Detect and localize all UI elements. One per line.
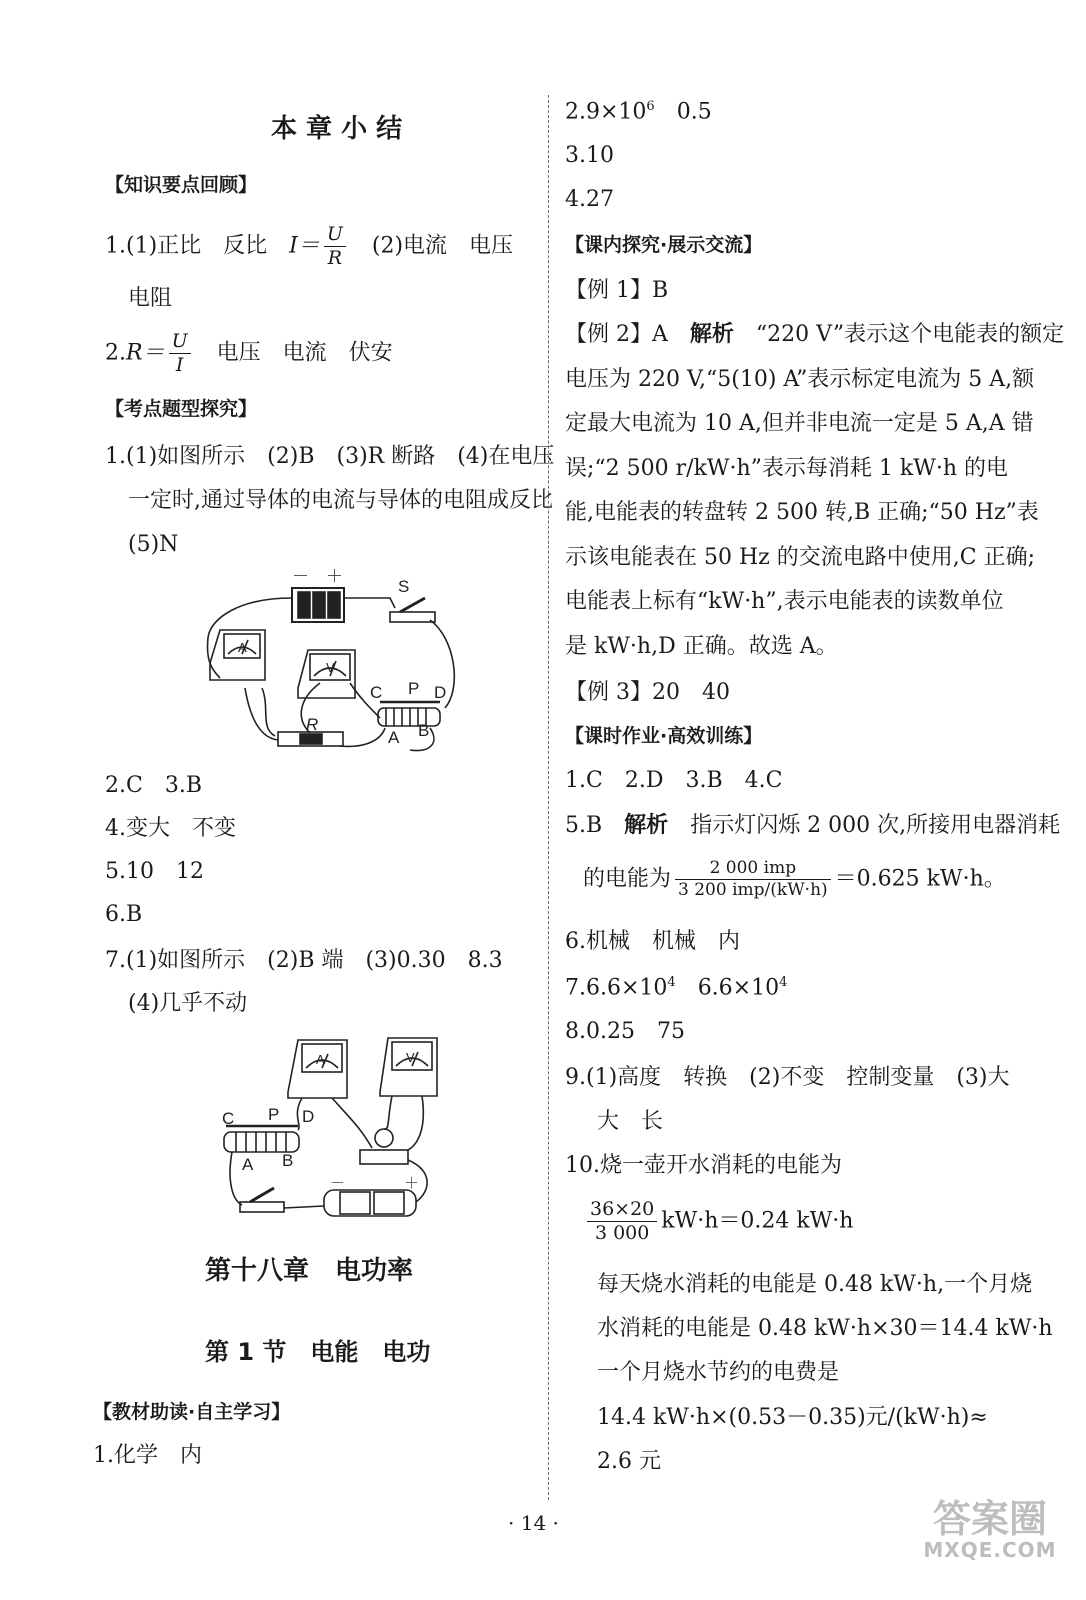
answer-3: 3.10 xyxy=(565,143,614,168)
wire xyxy=(208,598,293,678)
slider-p-label: P xyxy=(268,1105,280,1124)
example-2-line4: 误;“2 500 r/kW·h”表示每消耗 1 kW·h 的电 xyxy=(565,456,1008,481)
homework-q5-result: ＝0.625 kW·h。 xyxy=(834,866,1006,892)
section-class-exploration: 【课内探究·展示交流】 xyxy=(565,234,763,256)
terminal-b-label: B xyxy=(418,721,430,740)
review-item-1-text-b: (2)电流 电压 xyxy=(349,233,514,259)
homework-q9-line1: 9.(1)高度 转换 (2)不变 控制变量 (3)大 xyxy=(565,1065,1010,1090)
example-2-line8: 是 kW·h,D 正确。故选 A。 xyxy=(565,634,838,659)
battery-cell xyxy=(313,592,325,618)
homework-q10-line1: 10.烧一壶开水消耗的电能为 xyxy=(565,1153,842,1178)
terminal-a-label: A xyxy=(242,1155,254,1174)
wire xyxy=(284,1206,324,1208)
battery-cell xyxy=(328,592,340,618)
ammeter-label: A xyxy=(316,1052,325,1067)
summary-title: 本 章 小 结 xyxy=(271,114,403,144)
example-2-answer: 【例 2】A xyxy=(565,322,690,347)
lamp-base xyxy=(360,1150,408,1164)
example-2-line2: 电压为 220 V,“5(10) A”表示标定电流为 5 A,额 xyxy=(565,367,1035,392)
fraction-numerator: U xyxy=(169,332,191,354)
watermark-logo xyxy=(905,1497,1075,1590)
reading-q1: 1.化学 内 xyxy=(93,1443,202,1468)
fraction-energy xyxy=(675,860,831,899)
battery-minus-label: － xyxy=(330,1175,346,1192)
wire xyxy=(245,688,278,740)
exam-q4: 4.变大 不变 xyxy=(105,816,236,841)
homework-q5-line2 xyxy=(583,860,1006,899)
homework-q7 xyxy=(565,976,787,999)
homework-q10-line7: 2.6 元 xyxy=(597,1449,661,1474)
homework-q10-line6: 14.4 kW·h×(0.53－0.35)元/(kW·h)≈ xyxy=(597,1405,988,1430)
homework-q10-result: kW·h＝0.24 kW·h xyxy=(661,1208,854,1234)
example-2-line5: 能,电能表的转盘转 2 500 转,B 正确;“50 Hz”表 xyxy=(565,500,1039,525)
review-item-2-num: 2. xyxy=(105,340,126,366)
review-item-2 xyxy=(105,332,393,375)
watermark-url: MXQE.COM xyxy=(923,1538,1057,1562)
fraction-kettle xyxy=(587,1200,657,1243)
example-2-line7: 电能表上标有“kW·h”,表示电能表的读数单位 xyxy=(565,589,1004,614)
answer-2-rest: 0.5 xyxy=(654,99,712,125)
review-item-1 xyxy=(105,225,513,268)
example-3: 【例 3】20 40 xyxy=(565,680,730,705)
circuit-diagram-2 xyxy=(212,1030,452,1225)
homework-q6: 6.机械 机械 内 xyxy=(565,929,740,954)
homework-q10-line5: 一个月烧水节约的电费是 xyxy=(597,1360,840,1385)
wire xyxy=(230,1152,242,1205)
watermark-text: 答案圈 xyxy=(932,1497,1047,1541)
terminal-c-label: C xyxy=(370,683,383,702)
battery-cell xyxy=(374,1192,404,1214)
voltmeter-label: V xyxy=(326,660,335,675)
page-number: · 14 · xyxy=(508,1511,559,1535)
homework-q5-answer: 5.B xyxy=(565,813,625,838)
switch-lever xyxy=(250,1188,274,1202)
analysis-keyword: 解析 xyxy=(689,322,734,347)
homework-q9-line2: 大 长 xyxy=(597,1109,664,1134)
battery-minus-label: － xyxy=(292,568,309,586)
exam-q5: 5.10 12 xyxy=(105,859,204,884)
example-2-line6: 示该电能表在 50 Hz 的交流电路中使用,C 正确; xyxy=(565,545,1035,570)
wire xyxy=(332,1098,372,1148)
homework-q7-a: 7.6.6×10 xyxy=(565,975,668,1001)
answer-2 xyxy=(565,100,712,123)
chapter-title: 第十八章 电功率 xyxy=(205,1256,414,1286)
homework-q10-line2 xyxy=(583,1200,853,1243)
section-homework: 【课时作业·高效训练】 xyxy=(565,725,763,747)
wire xyxy=(345,598,395,608)
example-2-text: “220 V”表示这个电能表的额定 xyxy=(733,322,1065,347)
formula-r: R＝ xyxy=(126,340,165,366)
homework-q5-prefix: 的电能为 xyxy=(583,866,672,892)
review-item-1-cont: 电阻 xyxy=(128,286,173,311)
switch-label: S xyxy=(398,577,410,596)
formula-i: I＝ xyxy=(289,233,320,259)
switch-base xyxy=(240,1202,284,1212)
voltmeter xyxy=(380,1038,437,1096)
switch-base xyxy=(390,612,435,622)
exam-q6: 6.B xyxy=(105,902,143,927)
fraction-u-over-r xyxy=(324,225,346,268)
example-1: 【例 1】B xyxy=(565,278,669,303)
resistor-body xyxy=(300,734,322,744)
section-title: 第 1 节 电能 电功 xyxy=(205,1338,431,1366)
section-knowledge-review: 【知识要点回顾】 xyxy=(105,174,258,196)
analysis-keyword: 解析 xyxy=(624,813,669,838)
switch-lever xyxy=(400,598,425,612)
answer-2-base: 2.9×10 xyxy=(565,99,647,125)
review-item-1-text-a: 1.(1)正比 反比 xyxy=(105,233,290,259)
ammeter-label: A xyxy=(238,640,247,655)
homework-q5-text: 指示灯闪烁 2 000 次,所接用电器消耗 xyxy=(668,813,1061,838)
wire xyxy=(262,688,275,736)
wire xyxy=(408,1096,423,1150)
fraction-u-over-i xyxy=(169,332,191,375)
ammeter xyxy=(288,1040,347,1098)
exam-q1-line2: 一定时,通过导体的电流与导体的电阻成反比 xyxy=(128,488,553,513)
exam-q1-line1: 1.(1)如图所示 (2)B (3)R 断路 (4)在电压 xyxy=(105,444,555,469)
homework-q10-line4: 水消耗的电能是 0.48 kW·h×30＝14.4 kW·h xyxy=(597,1316,1053,1341)
terminal-d-label: D xyxy=(434,683,447,702)
fraction-numerator: 36×20 xyxy=(587,1200,657,1222)
wire xyxy=(384,1096,392,1129)
homework-q7-exp2: 4 xyxy=(779,975,788,990)
exam-q2-q3: 2.C 3.B xyxy=(105,773,202,798)
review-item-2-text: 电压 电流 伏安 xyxy=(194,340,393,366)
ammeter xyxy=(210,630,265,680)
column-divider xyxy=(548,95,549,1500)
homework-q7-exp1: 4 xyxy=(667,975,676,990)
terminal-c-label: C xyxy=(222,1109,235,1128)
battery-cell xyxy=(298,592,310,618)
rheostat xyxy=(378,708,440,726)
fraction-denominator: I xyxy=(175,354,184,376)
lamp-bulb xyxy=(375,1129,393,1147)
section-textbook-reading: 【教材助读·自主学习】 xyxy=(93,1401,291,1423)
fraction-numerator: U xyxy=(324,225,346,247)
fraction-denominator: 3 200 imp/(kW·h) xyxy=(678,880,828,900)
fraction-denominator: 3 000 xyxy=(594,1222,650,1244)
exam-q7-line2: (4)几乎不动 xyxy=(128,991,248,1016)
resistor-label: R xyxy=(306,715,319,734)
battery-plus-label: ＋ xyxy=(404,1175,420,1192)
voltmeter-label: V xyxy=(406,1050,415,1065)
homework-q10-line3: 每天烧水消耗的电能是 0.48 kW·h,一个月烧 xyxy=(597,1272,1033,1297)
circuit-diagram-1 xyxy=(200,568,470,758)
fraction-numerator: 2 000 imp xyxy=(675,860,831,880)
terminal-a-label: A xyxy=(388,728,400,747)
example-2-line1 xyxy=(565,324,1064,346)
wire xyxy=(340,728,385,746)
homework-q1-4: 1.C 2.D 3.B 4.C xyxy=(565,768,783,793)
answer-2-exponent: 6 xyxy=(646,99,655,114)
answer-4: 4.27 xyxy=(565,187,614,212)
terminal-d-label: D xyxy=(302,1107,315,1126)
fraction-denominator: R xyxy=(327,247,343,269)
homework-q5-line1 xyxy=(565,815,1060,837)
homework-q7-b: 6.6×10 xyxy=(675,975,780,1001)
battery-plus-label: ＋ xyxy=(326,568,343,586)
battery-cell xyxy=(340,1192,370,1214)
exam-q7-line1: 7.(1)如图所示 (2)B 端 (3)0.30 8.3 xyxy=(105,948,503,973)
section-exam-types: 【考点题型探究】 xyxy=(105,398,258,420)
terminal-b-label: B xyxy=(282,1151,294,1170)
homework-q8: 8.0.25 75 xyxy=(565,1019,685,1044)
exam-q1-line3: (5)N xyxy=(128,532,179,557)
slider-p-label: P xyxy=(408,679,420,698)
example-2-line3: 定最大电流为 10 A,但并非电流一定是 5 A,A 错 xyxy=(565,411,1034,436)
